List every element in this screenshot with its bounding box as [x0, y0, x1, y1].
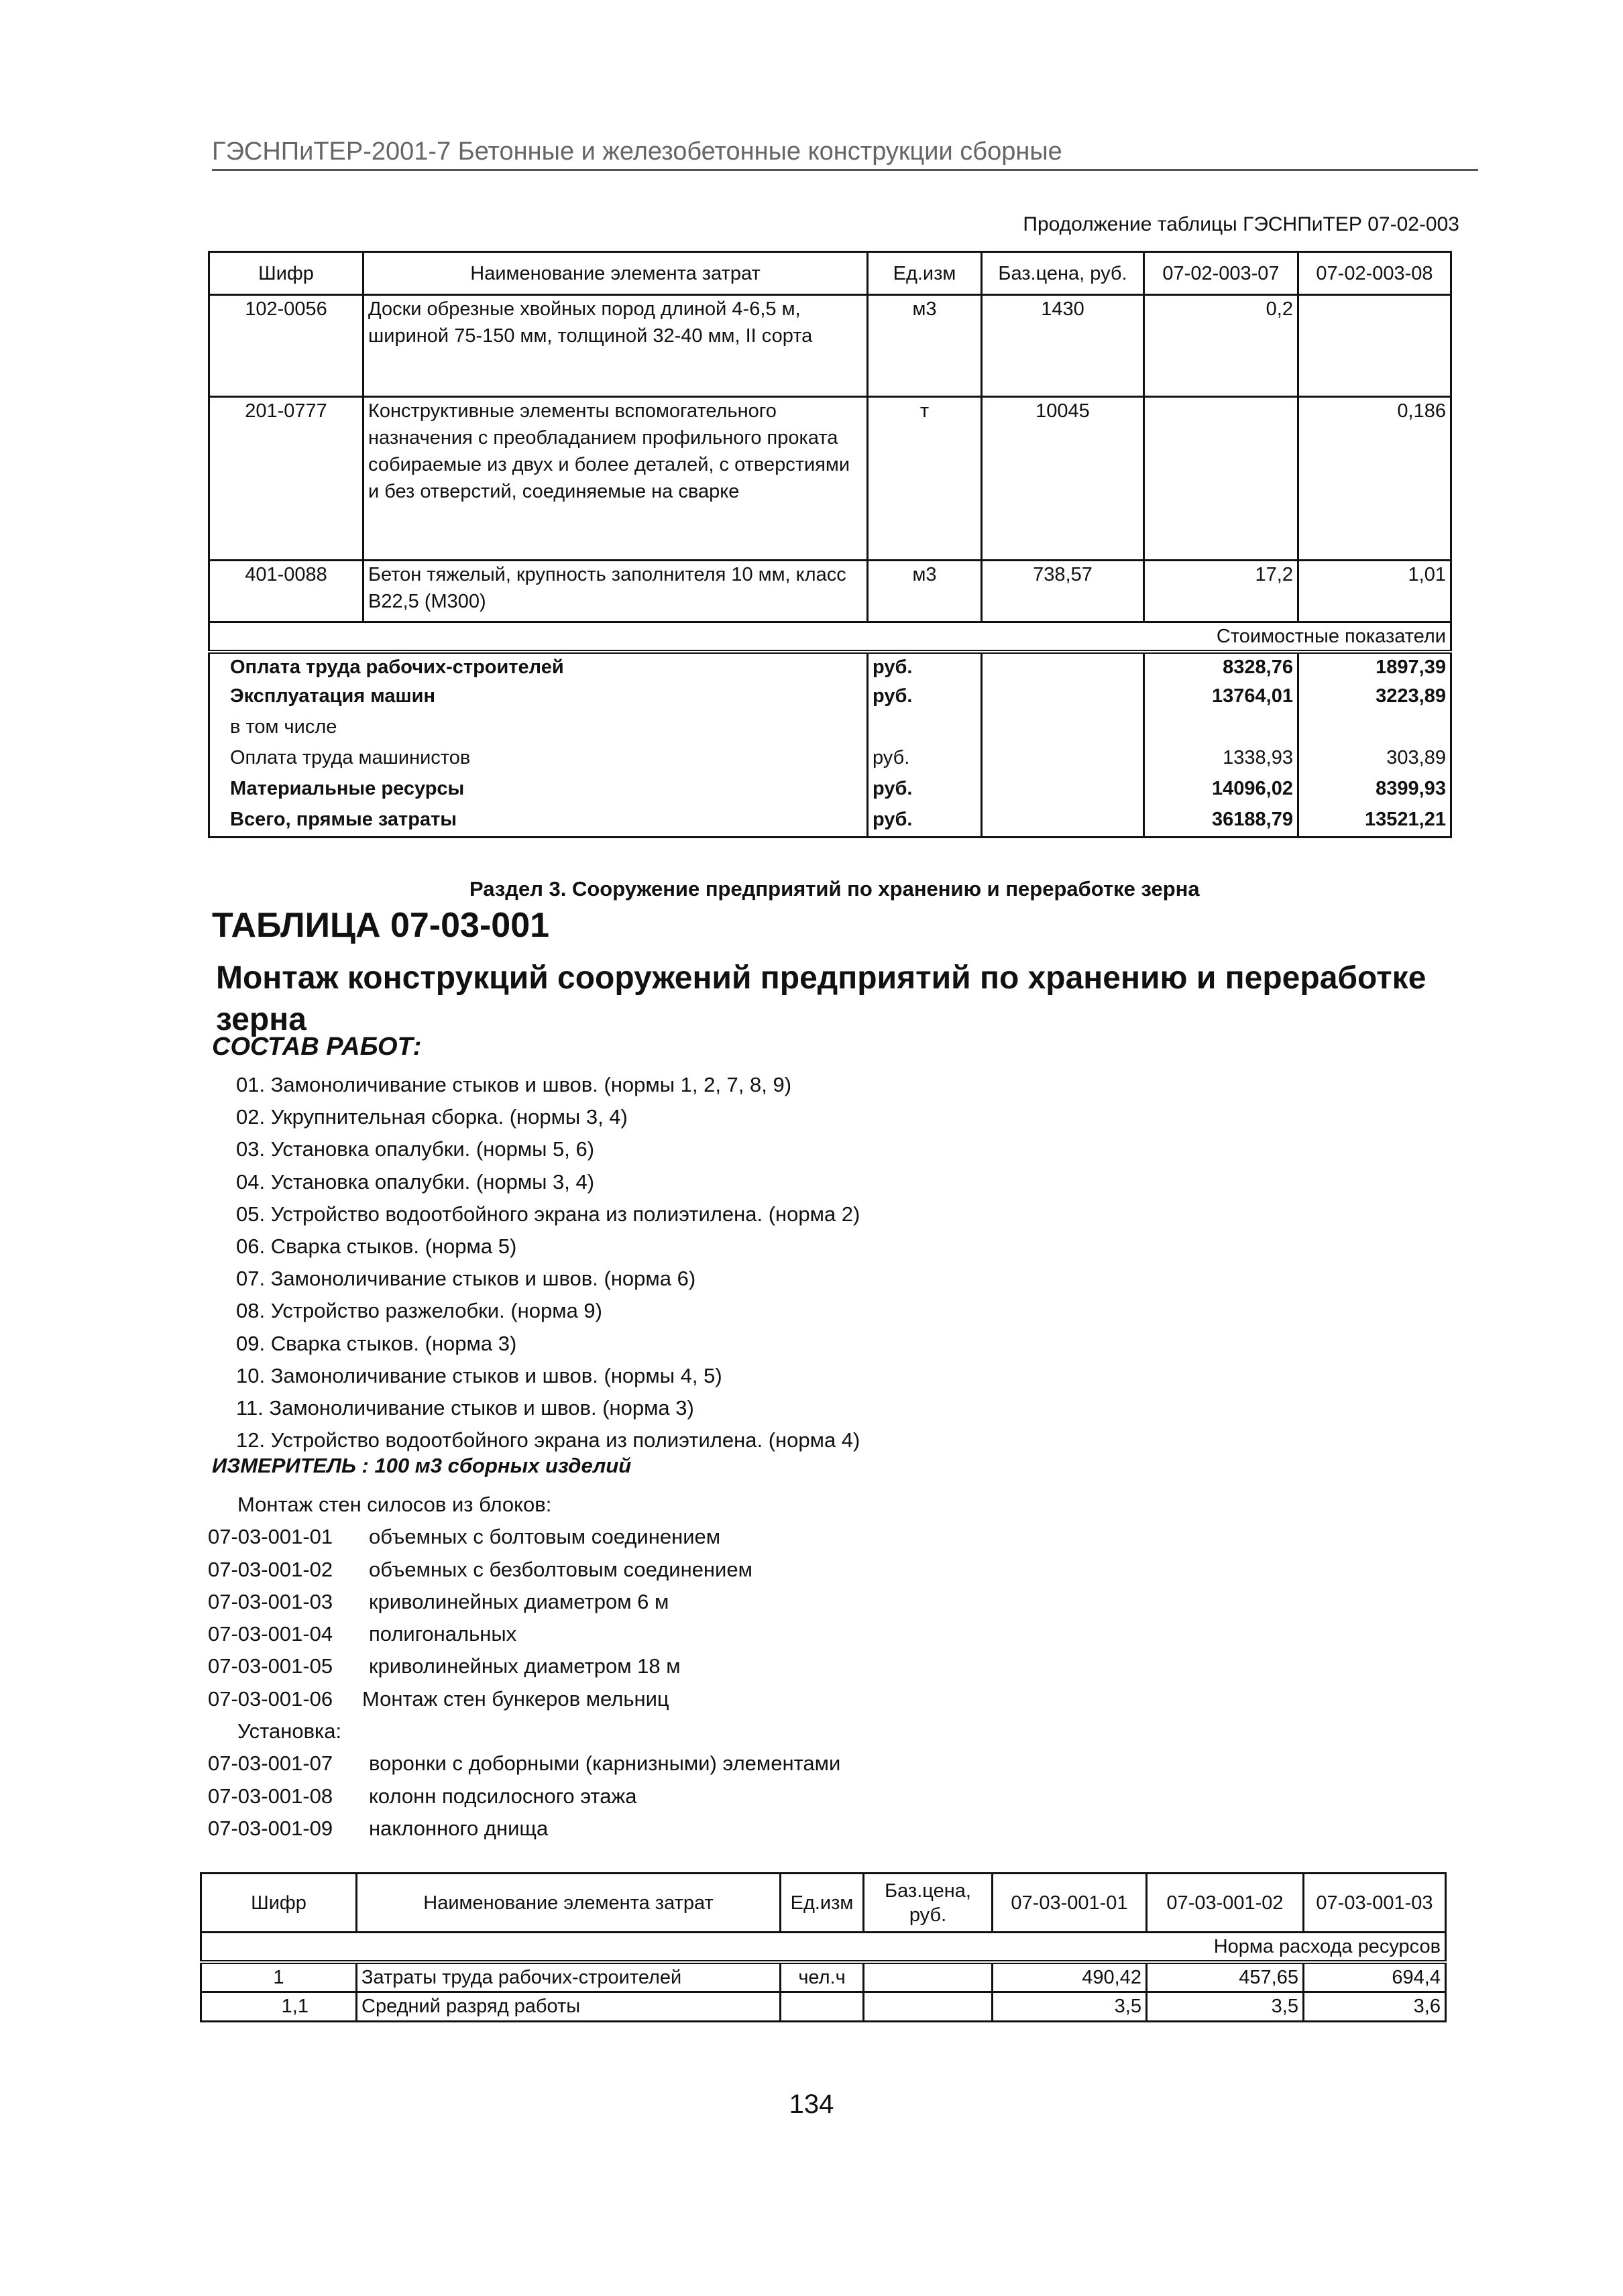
norm-text: объемных с болтовым соединением: [369, 1525, 721, 1549]
cost-price: [982, 683, 1144, 713]
cost-unit: руб.: [868, 775, 982, 806]
cost-row: [209, 683, 1451, 713]
list-item: 06. Сварка стыков. (норма 5): [236, 1235, 517, 1259]
norm-code: 07-03-001-09: [208, 1816, 333, 1840]
list-item: 09. Сварка стыков. (норма 3): [236, 1331, 517, 1355]
norm-code: 07-03-001-04: [208, 1622, 333, 1646]
table-title: ТАБЛИЦА 07-03-001: [212, 906, 550, 945]
list-item: [208, 1747, 840, 1780]
row-value-2: 1,01: [1298, 561, 1451, 622]
list-item: 07. Замоноличивание стыков и швов. (норма 6): [236, 1267, 696, 1291]
norm-text: воронки с доборными (карнизными) элементами: [369, 1752, 841, 1776]
cost-row: [209, 713, 1451, 744]
row-price: 1430: [982, 295, 1144, 397]
col-header-norm-2: 07-03-001-02: [1147, 1874, 1304, 1933]
cost-price: [982, 713, 1144, 744]
col-header-unit: Ед.изм: [868, 252, 982, 295]
row-unit: т: [868, 397, 982, 561]
cost-value-2: 13521,21: [1298, 806, 1451, 837]
norm-text: объемных с безболтовым соединением: [369, 1557, 752, 1581]
cost-value-1: 8328,76: [1144, 652, 1298, 683]
list-item: 05. Устройство водоотбойного экрана из полиэтилена. (норма 2): [236, 1202, 860, 1226]
row-value-2: 3,5: [1147, 1992, 1304, 2022]
list-item: [208, 1521, 840, 1553]
cost-unit: руб.: [868, 744, 982, 775]
row-code: 102-0056: [209, 295, 363, 397]
row-price: 10045: [982, 397, 1144, 561]
norm-code: 07-03-001-06: [208, 1686, 333, 1711]
row-value-2: [1298, 295, 1451, 397]
row-value-2: 0,186: [1298, 397, 1451, 561]
running-header: ГЭСНПиТЕР-2001-7 Бетонные и железобетонные конструкции сборные: [212, 134, 1478, 171]
row-name: Затраты труда рабочих-строителей: [357, 1962, 781, 1992]
row-value-1: 17,2: [1144, 561, 1298, 622]
cost-price: [982, 652, 1144, 683]
table-heading: Монтаж конструкций сооружений предприятий по хранению и переработке зерна: [216, 960, 1426, 1037]
norms-subheading: Установка:: [237, 1719, 342, 1743]
list-item: 08. Устройство разжелобки. (норма 9): [236, 1299, 602, 1323]
list-item: [208, 1586, 840, 1618]
table-header-row: [209, 252, 1451, 295]
row-name: Доски обрезные хвойных пород длиной 4-6,5 м, шириной 75-150 мм, толщиной 32-40 мм, II сорта: [363, 295, 868, 397]
cost-value-1: 1338,93: [1144, 744, 1298, 775]
cost-row: [209, 744, 1451, 775]
cost-label: Эксплуатация машин: [209, 683, 868, 713]
norm-text: криволинейных диаметром 6 м: [369, 1589, 669, 1613]
col-header-price: Баз.цена, руб.: [982, 252, 1144, 295]
row-value-3: 694,4: [1304, 1962, 1446, 1992]
row-value-3: 3,6: [1304, 1992, 1446, 2022]
cost-value-2: [1298, 713, 1451, 744]
list-item: 11. Замоноличивание стыков и швов. (норма 3): [236, 1396, 694, 1420]
cost-unit: руб.: [868, 652, 982, 683]
norm-text: Монтаж стен бункеров мельниц: [362, 1686, 669, 1711]
norms-subheading: Монтаж стен силосов из блоков:: [237, 1493, 552, 1516]
cost-value-1: [1144, 713, 1298, 744]
measure-unit: ИЗМЕРИТЕЛЬ : 100 м3 сборных изделий: [212, 1454, 632, 1477]
row-name: Средний разряд работы: [357, 1992, 781, 2022]
row-value-2: 457,65: [1147, 1962, 1304, 1992]
norm-text: наклонного днища: [369, 1816, 549, 1840]
col-header-norm-1: 07-02-003-07: [1144, 252, 1298, 295]
list-item: [208, 1813, 840, 1845]
row-unit: чел.ч: [781, 1962, 864, 1992]
row-code: 1: [201, 1962, 357, 1992]
list-item: 03. Установка опалубки. (нормы 5, 6): [236, 1137, 595, 1161]
col-header-name: Наименование элемента затрат: [357, 1874, 781, 1933]
list-item: 10. Замоноличивание стыков и швов. (нормы 4, 5): [236, 1363, 722, 1387]
cost-price: [982, 744, 1144, 775]
list-item: [208, 1618, 840, 1650]
cost-value-2: 303,89: [1298, 744, 1451, 775]
table-row: [209, 295, 1451, 397]
col-header-code: Шифр: [209, 252, 363, 295]
list-item: [208, 1780, 840, 1813]
cost-header-row: [209, 622, 1451, 652]
cost-label: Оплата труда машинистов: [209, 744, 868, 775]
cost-price: [982, 775, 1144, 806]
row-value-1: 0,2: [1144, 295, 1298, 397]
table-row: [201, 1962, 1446, 1992]
col-header-code: Шифр: [201, 1874, 357, 1933]
norm-text: криволинейных диаметром 18 м: [369, 1654, 681, 1678]
costs-table: [208, 251, 1452, 838]
table-row: [209, 561, 1451, 622]
row-price: 738,57: [982, 561, 1144, 622]
row-value-1: 490,42: [993, 1962, 1147, 1992]
section-title: Раздел 3. Сооружение предприятий по хранению и переработке зерна: [469, 877, 1200, 901]
list-item: [208, 1554, 840, 1586]
table-header-row: [201, 1874, 1446, 1933]
row-code: 1,1: [201, 1992, 357, 2022]
cost-label: в том числе: [209, 713, 868, 744]
norm-code: 07-03-001-08: [208, 1784, 333, 1808]
col-header-name: Наименование элемента затрат: [363, 252, 868, 295]
list-item: 12. Устройство водоотбойного экрана из полиэтилена. (норма 4): [236, 1428, 860, 1452]
col-header-norm-3: 07-03-001-03: [1304, 1874, 1446, 1933]
row-value-1: [1144, 397, 1298, 561]
cost-value-2: 1897,39: [1298, 652, 1451, 683]
list-item: 04. Установка опалубки. (нормы 3, 4): [236, 1169, 595, 1194]
table-continuation-caption: Продолжение таблицы ГЭСНПиТЕР 07-02-003: [1023, 213, 1459, 235]
norm-code: 07-03-001-05: [208, 1654, 333, 1678]
cost-row: [209, 806, 1451, 837]
list-item: [208, 1650, 840, 1682]
cost-label: Материальные ресурсы: [209, 775, 868, 806]
row-name: Конструктивные элементы вспомогательного назначения с преобладанием профильного проката собираемые из двух и более деталей, с отверстиями и без отверстий, соединяемые на сварке: [363, 397, 868, 561]
row-unit: м3: [868, 295, 982, 397]
row-code: 401-0088: [209, 561, 363, 622]
cost-value-1: 14096,02: [1144, 775, 1298, 806]
cost-value-1: 36188,79: [1144, 806, 1298, 837]
cost-value-2: 3223,89: [1298, 683, 1451, 713]
col-header-norm-2: 07-02-003-08: [1298, 252, 1451, 295]
row-price: [864, 1992, 993, 2022]
norm-text: колонн подсилосного этажа: [369, 1784, 637, 1808]
cost-row: [209, 652, 1451, 683]
cost-header: Стоимостные показатели: [209, 622, 1451, 652]
cost-label: Всего, прямые затраты: [209, 806, 868, 837]
row-unit: [781, 1992, 864, 2022]
cost-unit: руб.: [868, 683, 982, 713]
row-code: 201-0777: [209, 397, 363, 561]
cost-row: [209, 775, 1451, 806]
cost-value-2: 8399,93: [1298, 775, 1451, 806]
norms-table: [200, 1872, 1447, 2022]
works-list: [236, 1069, 860, 1456]
norms-list: [208, 1489, 840, 1845]
norm-code: 07-03-001-01: [208, 1525, 333, 1549]
col-header-price: Баз.цена, руб.: [864, 1874, 993, 1933]
cost-value-1: 13764,01: [1144, 683, 1298, 713]
cost-price: [982, 806, 1144, 837]
norm-code: 07-03-001-02: [208, 1557, 333, 1581]
cost-unit: [868, 713, 982, 744]
table-row: [209, 397, 1451, 561]
list-item: 01. Замоноличивание стыков и швов. (нормы 1, 2, 7, 8, 9): [236, 1073, 792, 1096]
norm-code: 07-03-001-03: [208, 1589, 333, 1613]
row-unit: м3: [868, 561, 982, 622]
cost-label: Оплата труда рабочих-строителей: [209, 652, 868, 683]
row-value-1: 3,5: [993, 1992, 1147, 2022]
works-title: СОСТАВ РАБОТ:: [212, 1033, 422, 1061]
norm-header: Норма расхода ресурсов: [201, 1933, 1446, 1963]
row-name: Бетон тяжелый, крупность заполнителя 10 мм, класс В22,5 (М300): [363, 561, 868, 622]
norm-text: полигональных: [369, 1622, 517, 1646]
list-item: [208, 1683, 840, 1715]
col-header-unit: Ед.изм: [781, 1874, 864, 1933]
norm-header-row: [201, 1933, 1446, 1963]
col-header-norm-1: 07-03-001-01: [993, 1874, 1147, 1933]
norm-code: 07-03-001-07: [208, 1752, 333, 1776]
list-item: 02. Укрупнительная сборка. (нормы 3, 4): [236, 1105, 628, 1129]
table-row: [201, 1992, 1446, 2022]
row-price: [864, 1962, 993, 1992]
page-number: 134: [789, 2089, 834, 2119]
cost-unit: руб.: [868, 806, 982, 837]
